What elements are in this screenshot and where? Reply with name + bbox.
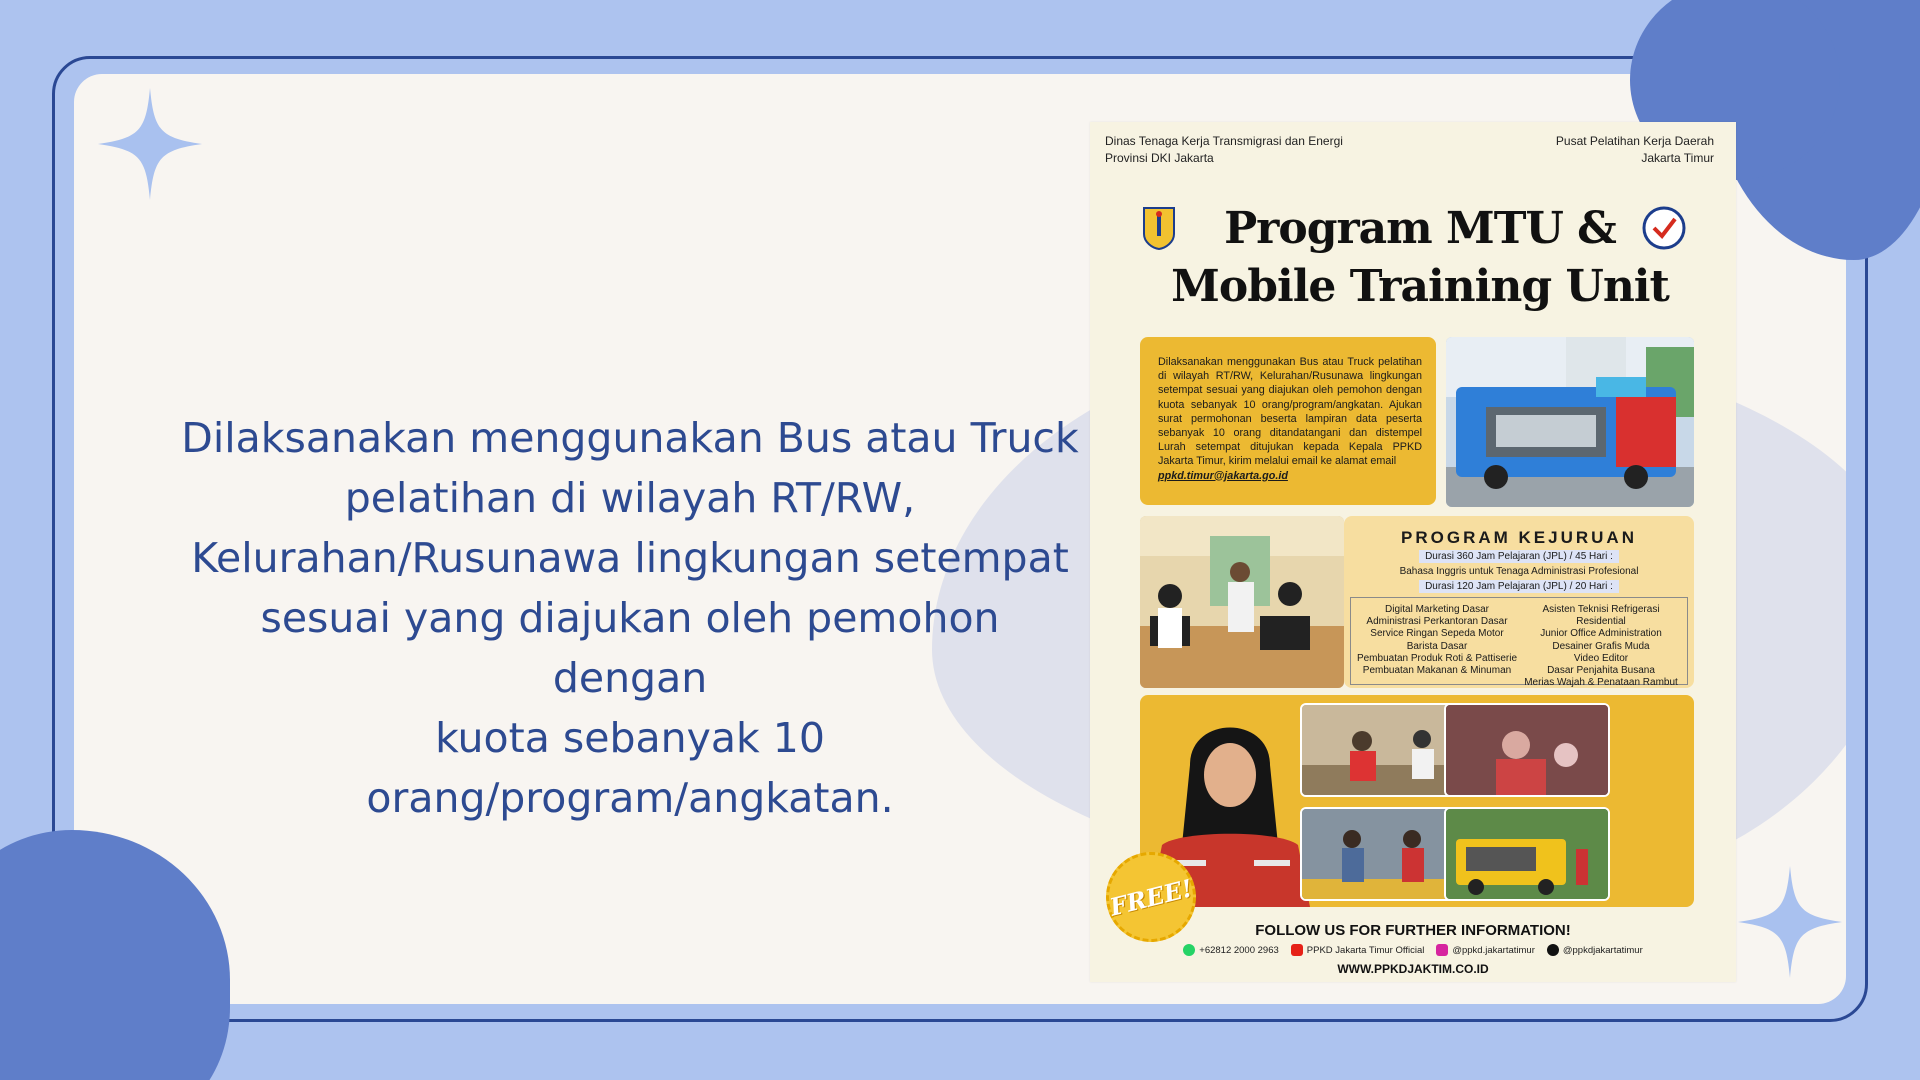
program-item: Merias Wajah & Penataan Rambut <box>1524 677 1678 689</box>
bus-photo <box>1446 337 1694 507</box>
kejuruan-box <box>1344 516 1694 688</box>
description-text: Dilaksanakan menggunakan Bus atau Truck pelatihan di wilayah RT/RW, Kelurahan/Rusunawa lingkungan setempat sesuai yang diajukan oleh pemohon dengan kuota sebanyak 10 orang/program/angkatan. Ajukan surat permohonan beserta lampiran data peserta sebanyak 10 orang ditandatangani dan distempel Lurah setempat ditujukan kepada Kepala PPKD Jakarta Timur, kirim melalui email ke alamat email <box>1158 356 1422 468</box>
instagram-icon <box>1436 944 1448 956</box>
activity-photo <box>1300 703 1466 797</box>
program-item: Video Editor <box>1573 652 1629 664</box>
activity-photo <box>1444 807 1610 901</box>
poster-title <box>1140 200 1700 316</box>
photo-panel <box>1140 695 1694 907</box>
website-link[interactable]: WWW.PPKDJAKTIM.CO.ID <box>1337 962 1489 976</box>
whatsapp-label: +62812 2000 2963 <box>1199 944 1279 956</box>
kejuruan-title: PROGRAM KEJURUAN <box>1401 528 1637 547</box>
program-item: Dasar Penjahita Busana <box>1547 665 1655 677</box>
social-tiktok[interactable] <box>1547 944 1643 956</box>
social-youtube[interactable] <box>1291 944 1425 956</box>
main-text-line: sesuai yang diajukan oleh pemohon dengan <box>260 594 1000 702</box>
description-box <box>1140 337 1436 505</box>
program-item: Junior Office Administration <box>1540 628 1662 640</box>
program-item: Administrasi Perkantoran Dasar <box>1366 616 1508 628</box>
program-item: Asisten Teknisi Refrigerasi Residential <box>1542 604 1660 628</box>
activity-photo <box>1444 703 1610 797</box>
program-item: Digital Marketing Dasar <box>1385 604 1489 615</box>
activity-photo <box>1300 807 1466 901</box>
program-item: Desainer Grafis Muda <box>1552 640 1650 652</box>
duration-label: Durasi 120 Jam Pelajaran (JPL) / 20 Hari : <box>1419 580 1619 593</box>
program-grid <box>1350 597 1688 689</box>
main-text-line: pelatihan di wilayah RT/RW, <box>344 474 916 522</box>
header-left-line: Dinas Tenaga Kerja Transmigrasi dan Energi <box>1105 134 1343 148</box>
poster-header-left <box>1105 133 1343 167</box>
main-text-line: Kelurahan/Rusunawa lingkungan setempat <box>191 534 1069 582</box>
free-badge: FREE! <box>1096 842 1205 951</box>
whatsapp-icon <box>1183 944 1195 956</box>
sparkle-icon <box>98 88 202 200</box>
program-item: Barista Dasar <box>1406 640 1468 652</box>
header-right-line: Jakarta Timur <box>1641 151 1714 165</box>
social-whatsapp[interactable] <box>1183 944 1279 956</box>
title-line: Mobile Training Unit <box>1171 261 1669 312</box>
header-left-line: Provinsi DKI Jakarta <box>1105 151 1214 165</box>
poster-header-right <box>1556 133 1714 167</box>
sparkle-icon <box>1738 866 1842 978</box>
youtube-icon <box>1291 944 1303 956</box>
program-item: Pembuatan Makanan & Minuman <box>1362 665 1512 677</box>
youtube-label: PPKD Jakarta Timur Official <box>1306 944 1425 956</box>
poster <box>1090 122 1736 982</box>
main-text-line: orang/program/angkatan. <box>366 774 894 822</box>
email-link[interactable]: ppkd.timur@jakarta.go.id <box>1158 469 1288 482</box>
program-item: Bahasa Inggris untuk Tenaga Administrasi Profesional <box>1399 566 1639 577</box>
program-item: Pembuatan Produk Roti & Pattiserie <box>1356 652 1518 664</box>
main-text-line: kuota sebanyak 10 <box>435 714 825 762</box>
follow-text: FOLLOW US FOR FURTHER INFORMATION! <box>1255 922 1571 939</box>
header-right-line: Pusat Pelatihan Kerja Daerah <box>1555 134 1714 148</box>
tiktok-icon <box>1547 944 1559 956</box>
main-text-line: Dilaksanakan menggunakan Bus atau Truck <box>181 414 1079 462</box>
instagram-label: @ppkd.jakartatimur <box>1452 944 1535 956</box>
title-line: Program MTU & <box>1224 203 1616 254</box>
program-item: Service Ringan Sepeda Motor <box>1370 628 1504 640</box>
program-col-right <box>1519 604 1683 689</box>
classroom-photo <box>1140 516 1344 688</box>
main-text <box>180 408 1080 828</box>
duration-label: Durasi 360 Jam Pelajaran (JPL) / 45 Hari : <box>1419 550 1619 563</box>
program-col-left <box>1355 604 1519 684</box>
tiktok-label: @ppkdjakartatimur <box>1562 944 1643 956</box>
social-instagram[interactable] <box>1436 944 1535 956</box>
social-links <box>1090 944 1736 956</box>
